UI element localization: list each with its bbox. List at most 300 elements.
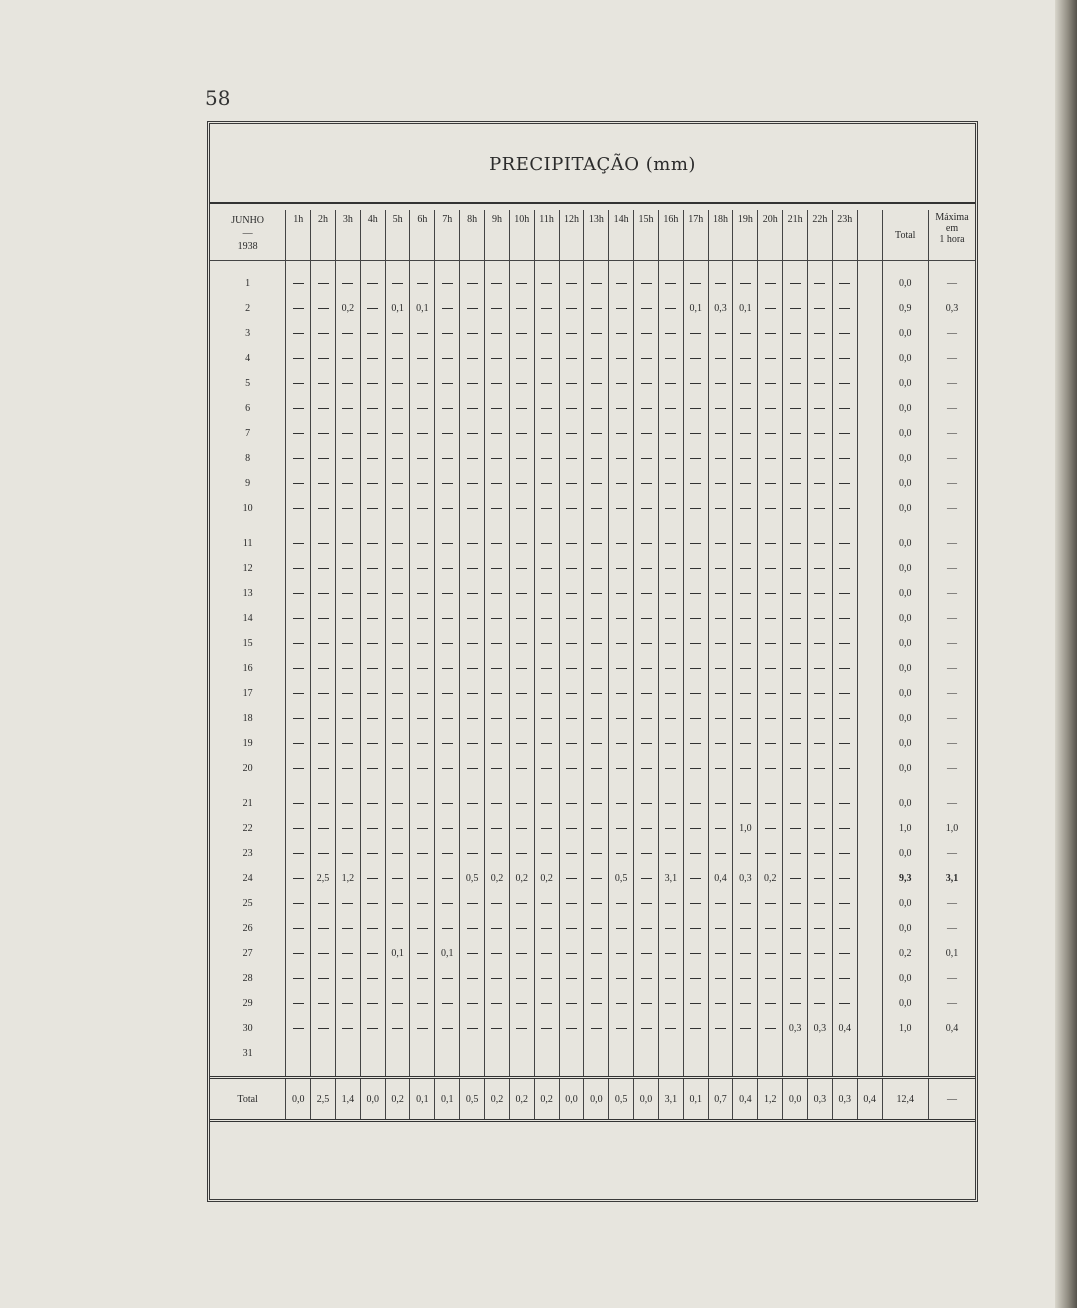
hour-dash [410, 941, 435, 966]
hour-dash [733, 581, 758, 606]
hour-dash [807, 581, 832, 606]
dash-mark [641, 718, 652, 719]
dash-mark [467, 743, 478, 744]
dash-mark [665, 693, 676, 694]
hour-dash [534, 841, 559, 866]
hour-dash [584, 531, 609, 556]
hour-dash [658, 296, 683, 321]
dash-mark [641, 568, 652, 569]
hour-dash [311, 816, 336, 841]
hour-dash [832, 941, 857, 966]
hour-cell-empty [509, 1041, 534, 1066]
dash-mark [690, 283, 701, 284]
dash-mark [442, 693, 453, 694]
dash-mark [641, 1003, 652, 1004]
hour-dash [733, 681, 758, 706]
dash-mark [715, 1028, 726, 1029]
hour-total: 3,1 [658, 1078, 683, 1121]
hour-dash [683, 496, 708, 521]
dash-mark [641, 543, 652, 544]
dash-mark [740, 483, 751, 484]
hour-dash [807, 606, 832, 631]
row-max: — [928, 631, 975, 656]
dash-mark [367, 568, 378, 569]
dash-mark [814, 333, 825, 334]
dash-mark [591, 953, 602, 954]
dash-mark [790, 668, 801, 669]
row-max: — [928, 396, 975, 421]
day-cell: 22 [242, 823, 253, 834]
hour-dash [733, 656, 758, 681]
dash-mark [318, 618, 329, 619]
hour-dash [410, 991, 435, 1016]
hour-dash [634, 556, 659, 581]
dash-mark [616, 283, 627, 284]
dash-mark [591, 928, 602, 929]
dash-mark [541, 308, 552, 309]
dash-mark [541, 408, 552, 409]
hour-dash [733, 841, 758, 866]
dash-mark [740, 928, 751, 929]
dash-mark [591, 668, 602, 669]
hour-dash [534, 556, 559, 581]
hour-dash [385, 756, 410, 781]
dash-mark [342, 618, 353, 619]
hour-dash [385, 891, 410, 916]
dash-mark [467, 483, 478, 484]
dash-mark [367, 308, 378, 309]
dash-mark [814, 903, 825, 904]
dash-mark [566, 333, 577, 334]
dash-mark [491, 1028, 502, 1029]
dash-mark [367, 878, 378, 879]
hour-dash [485, 656, 510, 681]
dash-mark [591, 568, 602, 569]
hour-value: 1,2 [335, 866, 360, 891]
hour-dash [783, 496, 808, 521]
row-total: 0,0 [882, 531, 928, 556]
dash-mark [442, 283, 453, 284]
dash-mark [715, 458, 726, 459]
hour-dash [584, 446, 609, 471]
hour-header: 9h [485, 210, 510, 261]
dash-mark [839, 283, 850, 284]
dash-mark [293, 878, 304, 879]
hour-dash [534, 991, 559, 1016]
dash-mark [641, 668, 652, 669]
dash-mark [442, 928, 453, 929]
dash-mark [442, 1028, 453, 1029]
hour-dash [311, 421, 336, 446]
dash-mark [491, 853, 502, 854]
dash-mark [293, 1028, 304, 1029]
hour-value: 0,5 [460, 866, 485, 891]
dash-mark [765, 1028, 776, 1029]
dash-mark [541, 508, 552, 509]
hour-dash [360, 791, 385, 816]
hour-dash [832, 371, 857, 396]
hour-dash [634, 966, 659, 991]
hour-dash [460, 941, 485, 966]
table-row [210, 941, 975, 966]
hour-dash [634, 1016, 659, 1041]
hour-dash [435, 556, 460, 581]
dash-mark [616, 828, 627, 829]
dash-mark [516, 928, 527, 929]
dash-mark [765, 568, 776, 569]
dash-mark [641, 283, 652, 284]
hour-dash [609, 446, 634, 471]
dash-mark [491, 458, 502, 459]
hour-dash [435, 421, 460, 446]
day-cell: 29 [242, 998, 253, 1009]
dash-mark [839, 618, 850, 619]
hour-dash [832, 656, 857, 681]
row-max: — [928, 916, 975, 941]
dash-mark [814, 878, 825, 879]
dash-mark [467, 718, 478, 719]
dash-mark [814, 853, 825, 854]
dash-mark [665, 743, 676, 744]
row-max: — [928, 966, 975, 991]
hour-dash [609, 731, 634, 756]
hour-dash [460, 791, 485, 816]
hour-dash [410, 531, 435, 556]
hour-dash [807, 531, 832, 556]
hour-dash [584, 681, 609, 706]
dash-mark [690, 828, 701, 829]
dash-mark [566, 283, 577, 284]
hour-dash [311, 371, 336, 396]
hour-dash [360, 396, 385, 421]
dash-mark [293, 828, 304, 829]
hour-dash [683, 681, 708, 706]
hour-dash [509, 421, 534, 446]
dash-mark [491, 383, 502, 384]
hour-value: 0,2 [335, 296, 360, 321]
dash-mark [541, 803, 552, 804]
hour-dash [509, 816, 534, 841]
dash-mark [665, 643, 676, 644]
dash-mark [417, 718, 428, 719]
hour-header: 8h [460, 210, 485, 261]
hour-dash [559, 866, 584, 891]
dash-mark [367, 1028, 378, 1029]
hour-dash [534, 731, 559, 756]
dash-mark [516, 1003, 527, 1004]
dash-mark [392, 978, 403, 979]
dash-mark [591, 878, 602, 879]
dash-mark [740, 408, 751, 409]
hour-dash [559, 631, 584, 656]
hour-dash [783, 371, 808, 396]
hour-dash [460, 731, 485, 756]
dash-mark [790, 593, 801, 594]
dash-mark [665, 668, 676, 669]
hour-dash [559, 891, 584, 916]
dash-mark [566, 668, 577, 669]
dash-mark [342, 508, 353, 509]
hour-dash [832, 496, 857, 521]
table-row [210, 371, 975, 396]
dash-mark [690, 593, 701, 594]
hour-cell-empty [857, 296, 882, 321]
dash-mark [740, 383, 751, 384]
dash-mark [318, 483, 329, 484]
hour-dash [485, 271, 510, 296]
hour-dash [708, 966, 733, 991]
hour-dash [360, 941, 385, 966]
dash-mark [790, 433, 801, 434]
hour-dash [708, 581, 733, 606]
hour-dash [360, 991, 385, 1016]
dash-mark [715, 803, 726, 804]
dash-mark [591, 1003, 602, 1004]
dash-mark [616, 308, 627, 309]
dash-mark [467, 568, 478, 569]
dash-mark [839, 718, 850, 719]
dash-mark [467, 543, 478, 544]
hour-cell-empty [435, 1041, 460, 1066]
dash-mark [690, 618, 701, 619]
hour-dash [708, 631, 733, 656]
dash-mark [814, 768, 825, 769]
dash-mark [641, 693, 652, 694]
hour-dash [783, 866, 808, 891]
hour-dash [410, 966, 435, 991]
dash-mark [293, 928, 304, 929]
dash-mark [367, 953, 378, 954]
dash-mark [665, 483, 676, 484]
dash-mark [318, 643, 329, 644]
hour-dash [311, 681, 336, 706]
hour-dash [509, 731, 534, 756]
hour-dash [410, 581, 435, 606]
hour-dash [708, 941, 733, 966]
hour-dash [485, 556, 510, 581]
hour-dash [832, 471, 857, 496]
dash-mark [367, 358, 378, 359]
hour-dash [683, 656, 708, 681]
hour-dash [559, 396, 584, 421]
dash-mark [342, 543, 353, 544]
dash-mark [765, 828, 776, 829]
dash-mark [516, 668, 527, 669]
hour-dash [286, 581, 311, 606]
hour-dash [460, 496, 485, 521]
dash-mark [318, 718, 329, 719]
hour-dash [410, 656, 435, 681]
dash-mark [790, 978, 801, 979]
dash-mark [740, 903, 751, 904]
hour-header: 6h [410, 210, 435, 261]
dash-mark [566, 928, 577, 929]
dash-mark [392, 1028, 403, 1029]
dash-mark [541, 743, 552, 744]
dash-mark [467, 408, 478, 409]
dash-mark [566, 718, 577, 719]
hour-dash [460, 991, 485, 1016]
hour-dash [559, 446, 584, 471]
hour-dash [286, 496, 311, 521]
dash-mark [616, 618, 627, 619]
hour-dash [360, 816, 385, 841]
dash-mark [591, 853, 602, 854]
hour-dash [311, 346, 336, 371]
hour-dash [758, 966, 783, 991]
dash-mark [467, 283, 478, 284]
dash-mark [616, 853, 627, 854]
dash-mark [715, 978, 726, 979]
table-row [210, 681, 975, 706]
hour-dash [609, 966, 634, 991]
dash-mark [417, 283, 428, 284]
dash-mark [566, 358, 577, 359]
hour-dash [485, 841, 510, 866]
hour-dash [807, 271, 832, 296]
hour-dash [435, 731, 460, 756]
hour-dash [410, 681, 435, 706]
hour-total: 0,3 [807, 1078, 832, 1121]
dash-mark [318, 333, 329, 334]
dash-mark [616, 458, 627, 459]
hour-dash [584, 321, 609, 346]
dash-mark [541, 543, 552, 544]
hour-dash [708, 841, 733, 866]
hour-dash [708, 706, 733, 731]
hour-dash [733, 271, 758, 296]
hour-dash [509, 496, 534, 521]
hour-dash [783, 271, 808, 296]
hour-dash [509, 966, 534, 991]
dash-mark [293, 953, 304, 954]
dash-mark [342, 828, 353, 829]
hour-dash [658, 756, 683, 781]
hour-cell-empty [460, 1041, 485, 1066]
hour-dash [559, 816, 584, 841]
dash-mark [765, 668, 776, 669]
dash-mark [839, 928, 850, 929]
hour-cell-empty [708, 1041, 733, 1066]
hour-total: 0,2 [485, 1078, 510, 1121]
hour-dash [335, 496, 360, 521]
dash-mark [690, 408, 701, 409]
hour-dash [485, 531, 510, 556]
hour-dash [509, 446, 534, 471]
dash-mark [616, 433, 627, 434]
dash-mark [342, 743, 353, 744]
hour-dash [634, 991, 659, 1016]
dash-mark [442, 508, 453, 509]
day-cell: 26 [242, 923, 253, 934]
hour-dash [758, 606, 783, 631]
hour-dash [708, 916, 733, 941]
hour-dash [286, 606, 311, 631]
day-cell: 1 [245, 278, 251, 289]
dash-mark [591, 718, 602, 719]
dash-mark [417, 433, 428, 434]
dash-mark [367, 593, 378, 594]
dash-mark [591, 508, 602, 509]
hour-dash [733, 556, 758, 581]
hour-cell-empty [857, 656, 882, 681]
hour-dash [286, 271, 311, 296]
dash-mark [814, 743, 825, 744]
dash-mark [392, 358, 403, 359]
hour-cell-empty [857, 496, 882, 521]
hour-dash [311, 496, 336, 521]
hour-dash [807, 731, 832, 756]
hour-dash [832, 816, 857, 841]
hour-dash [634, 496, 659, 521]
hour-dash [311, 891, 336, 916]
dash-mark [641, 978, 652, 979]
hour-cell-empty [857, 1041, 882, 1066]
dash-mark [541, 768, 552, 769]
hour-header: 20h [758, 210, 783, 261]
dash-mark [790, 1003, 801, 1004]
dash-mark [690, 1028, 701, 1029]
dash-mark [516, 978, 527, 979]
dash-mark [665, 283, 676, 284]
dash-mark [516, 718, 527, 719]
dash-mark [342, 668, 353, 669]
hour-cell-empty [857, 706, 882, 731]
dash-mark [839, 668, 850, 669]
hour-dash [385, 496, 410, 521]
dash-mark [641, 618, 652, 619]
dash-mark [392, 878, 403, 879]
dash-mark [591, 1028, 602, 1029]
hour-dash [683, 1016, 708, 1041]
dash-mark [814, 953, 825, 954]
dash-mark [342, 568, 353, 569]
hour-cell-empty [857, 271, 882, 296]
dash-mark [491, 953, 502, 954]
hour-header: 23h [832, 210, 857, 261]
dash-mark [293, 508, 304, 509]
hour-cell-empty [857, 916, 882, 941]
dash-mark [839, 743, 850, 744]
dash-mark [641, 768, 652, 769]
dash-mark [641, 643, 652, 644]
dash-mark [318, 308, 329, 309]
dash-mark [665, 903, 676, 904]
row-total: 0,0 [882, 631, 928, 656]
hour-dash [807, 496, 832, 521]
hour-value: 0,1 [683, 296, 708, 321]
hour-total: 0,0 [360, 1078, 385, 1121]
dash-mark [442, 718, 453, 719]
hour-dash [335, 1016, 360, 1041]
hour-dash [683, 991, 708, 1016]
dash-mark [839, 768, 850, 769]
dash-mark [591, 978, 602, 979]
dash-mark [591, 408, 602, 409]
hour-dash [832, 321, 857, 346]
dash-mark [839, 568, 850, 569]
dash-mark [839, 978, 850, 979]
dash-mark [392, 828, 403, 829]
dash-mark [392, 693, 403, 694]
hour-dash [360, 631, 385, 656]
row-max: — [928, 656, 975, 681]
hour-cell-empty [311, 1041, 336, 1066]
hour-dash [410, 396, 435, 421]
dash-mark [516, 543, 527, 544]
day-cell: 15 [242, 638, 253, 649]
hour-dash [783, 296, 808, 321]
